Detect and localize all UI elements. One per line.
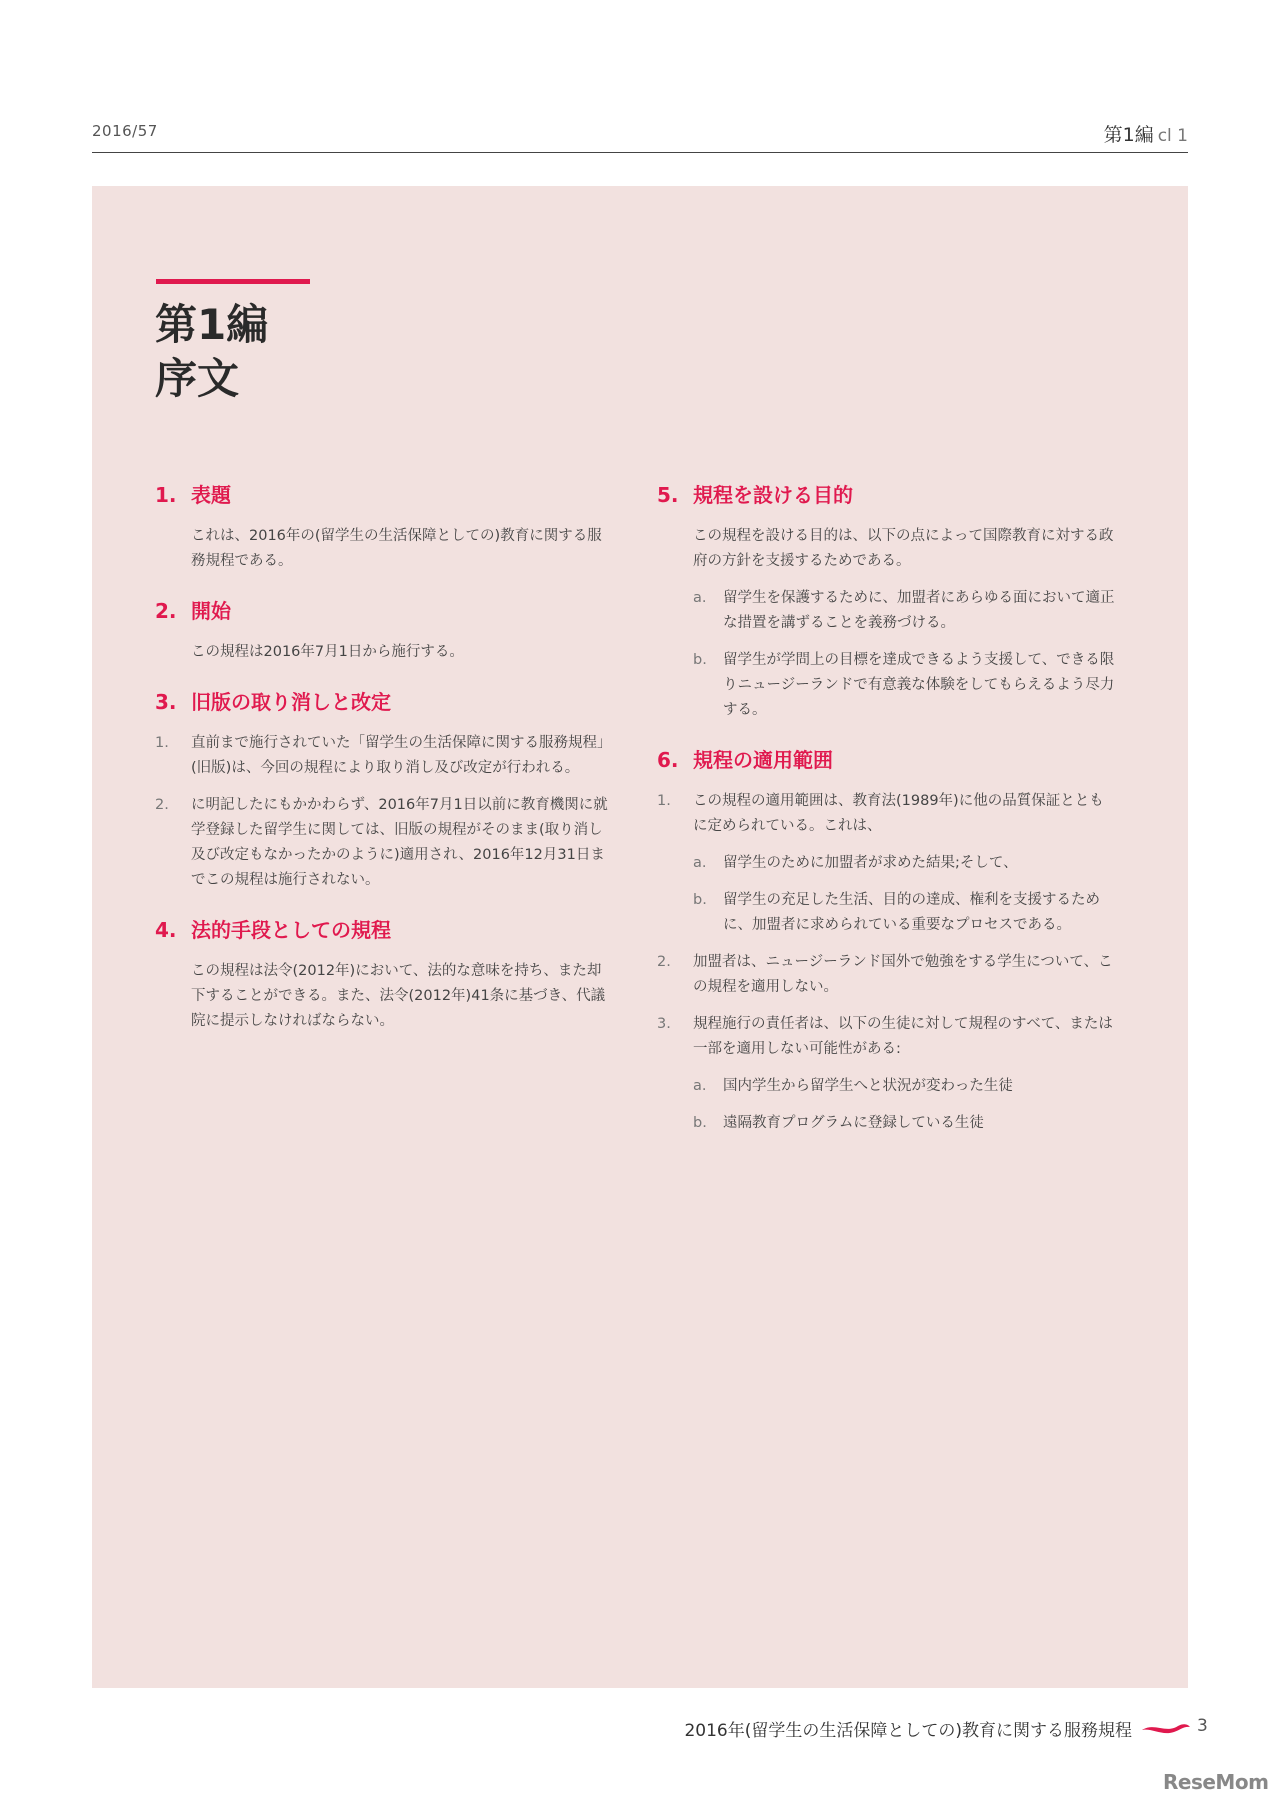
sub-item-letter: b. xyxy=(693,652,707,668)
section-body: この規程を設ける目的は、以下の点によって国際教育に対する政府の方針を支援するためである。 xyxy=(693,528,1114,569)
clause-label: cl 1 xyxy=(1157,126,1188,146)
section-1 xyxy=(155,480,615,574)
sub-list-item xyxy=(693,1111,1117,1136)
sub-item-letter: b. xyxy=(693,1115,707,1131)
section-body: これは、2016年の(留学生の生活保障としての)教育に関する服務規程である。 xyxy=(191,528,602,569)
sub-item-letter: b. xyxy=(693,892,707,908)
sub-item-text: 留学生を保護するために、加盟者にあらゆる面において適正な措置を講ずることを義務づける。 xyxy=(723,590,1115,631)
section-heading xyxy=(155,480,615,510)
resemom-logo: ReseMom xyxy=(1163,1770,1269,1794)
item-text: に明記したにもかかわらず、2016年7月1日以前に教育機関に就学登録した留学生に関しては、旧版の規程がそのまま(取り消し及び改定もなかったかのように)適用され、2016年12月31日までこの規程は施行されない。 xyxy=(191,797,608,888)
sub-list-item xyxy=(693,1074,1117,1099)
swoosh-icon xyxy=(1140,1718,1192,1738)
section-4 xyxy=(155,915,615,1034)
section-body: この規程は2016年7月1日から施行する。 xyxy=(191,644,464,660)
sub-item-letter: a. xyxy=(693,590,707,606)
page-header xyxy=(92,120,1188,153)
sub-list-item xyxy=(693,851,1117,876)
section-title: 規程を設ける目的 xyxy=(693,483,853,507)
section-3 xyxy=(155,687,615,893)
section-title: 表題 xyxy=(191,483,231,507)
list-item xyxy=(155,731,615,781)
section-5 xyxy=(657,480,1117,723)
left-column xyxy=(155,480,615,1056)
section-title: 法的手段としての規程 xyxy=(191,918,391,942)
sub-item-letter: a. xyxy=(693,1078,707,1094)
sub-item-text: 留学生の充足した生活、目的の達成、権利を支援するために、加盟者に求められている重要なプロセスである。 xyxy=(723,892,1100,933)
sub-item-letter: a. xyxy=(693,855,707,871)
item-text: 加盟者は、ニュージーランド国外で勉強をする学生について、この規程を適用しない。 xyxy=(693,954,1113,995)
section-title: 開始 xyxy=(191,599,231,623)
section-number: 4. xyxy=(155,918,177,942)
section-number: 5. xyxy=(657,483,679,507)
section-number: 2. xyxy=(155,599,177,623)
item-number: 2. xyxy=(155,797,169,813)
item-text: 規程施行の責任者は、以下の生徒に対して規程のすべて、または一部を適用しない可能性がある: xyxy=(693,1016,1113,1057)
section-title: 規程の適用範囲 xyxy=(693,748,833,772)
section-heading xyxy=(657,480,1117,510)
document-number: 2016/57 xyxy=(92,122,158,140)
item-text: この規程の適用範囲は、教育法(1989年)に他の品質保証とともに定められている。これは、 xyxy=(693,793,1104,834)
list-item xyxy=(155,793,615,893)
section-6 xyxy=(657,745,1117,1136)
item-number: 1. xyxy=(657,793,671,809)
list-item xyxy=(657,950,1117,1000)
sub-item-text: 留学生が学問上の目標を達成できるよう支援して、できる限りニュージーランドで有意義な体験をしてもらえるよう尽力する。 xyxy=(723,652,1115,718)
sub-item-text: 遠隔教育プログラムに登録している生徒 xyxy=(723,1115,984,1131)
list-item xyxy=(657,789,1117,839)
footer-document-title: 2016年(留学生の生活保障としての)教育に関する服務規程 xyxy=(684,1721,1132,1741)
section-number: 3. xyxy=(155,690,177,714)
section-number: 1. xyxy=(155,483,177,507)
part-reference xyxy=(1104,120,1188,147)
section-heading xyxy=(155,596,615,626)
part-title xyxy=(155,298,268,406)
right-column xyxy=(657,480,1117,1158)
part-title-line2: 序文 xyxy=(155,354,240,403)
part-label: 第1編 xyxy=(1103,124,1154,146)
section-heading xyxy=(155,915,615,945)
sub-item-text: 国内学生から留学生へと状況が変わった生徒 xyxy=(723,1078,1013,1094)
section-title: 旧版の取り消しと改定 xyxy=(191,690,391,714)
section-body: この規程は法令(2012年)において、法的な意味を持ち、また却下することができる。また、法令(2012年)41条に基づき、代議院に提示しなければならない。 xyxy=(191,963,606,1029)
sub-list-item xyxy=(693,888,1117,938)
list-item xyxy=(657,1012,1117,1062)
section-number: 6. xyxy=(657,748,679,772)
item-number: 3. xyxy=(657,1016,671,1032)
part-title-line1: 第1編 xyxy=(155,300,269,349)
section-heading xyxy=(657,745,1117,775)
section-2 xyxy=(155,596,615,665)
item-text: 直前まで施行されていた「留学生の生活保障に関する服務規程」(旧版)は、今回の規程により取り消し及び改定が行われる。 xyxy=(191,735,612,776)
title-accent-bar xyxy=(156,279,310,284)
sub-list-item xyxy=(693,648,1117,723)
sub-item-text: 留学生のために加盟者が求めた結果;そして、 xyxy=(723,855,1018,871)
section-heading xyxy=(155,687,615,717)
item-number: 1. xyxy=(155,735,169,751)
sub-list-item xyxy=(693,586,1117,636)
item-number: 2. xyxy=(657,954,671,970)
page-number: 3 xyxy=(1197,1716,1208,1736)
